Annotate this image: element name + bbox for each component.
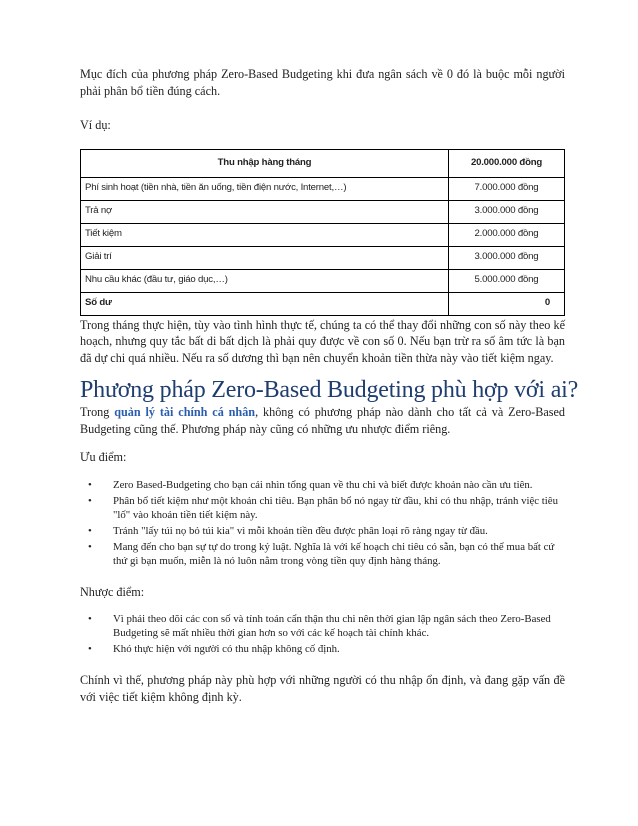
- cons-list: [80, 612, 565, 656]
- document-page: [80, 66, 579, 705]
- personal-finance-link[interactable]: quản lý tài chính cá nhân: [114, 405, 256, 419]
- bullet-icon: •: [88, 613, 92, 625]
- example-label: Ví dụ:: [80, 118, 111, 132]
- row-amount-cell: 3.000.000 đồng: [449, 246, 565, 269]
- conclusion-paragraph: Chính vì thế, phương pháp này phù hợp với những người có thu nhập ổn định, và đang gặp vấn đề với việc tiết kiệm không định kỳ.: [80, 673, 565, 704]
- table-header-row: [81, 149, 565, 177]
- who-text-after: , không có phương pháp nào dành cho tất cả và Zero-Based Budgeting cũng thế. Phương pháp này cũng có những ưu nhược điểm riêng.: [80, 405, 566, 436]
- section-heading: Phương pháp Zero-Based Budgeting phù hợp với ai?: [80, 377, 579, 403]
- list-item-text: Tránh "lấy túi nọ bỏ túi kia" vì mỗi khoản tiền đều được phân loại rõ ràng ngay từ đầu.: [113, 524, 488, 537]
- pros-list: [80, 478, 565, 568]
- row-amount-cell: 7.000.000 đồng: [449, 177, 565, 200]
- table-total-row: [81, 292, 565, 315]
- list-item-text: Vì phải theo dõi các con số và tính toán cẩn thận thu chi nên thời gian lập ngân sách theo Zero-Based Budgeting sẽ mất nhiều thời gian hơn so với các kế hoạch tài chính khác.: [113, 613, 551, 639]
- row-amount-cell: 2.000.000 đồng: [449, 223, 565, 246]
- row-label-cell: Trả nợ: [81, 200, 449, 223]
- bullet-icon: •: [88, 494, 92, 507]
- budget-table: [80, 149, 565, 316]
- cons-label: Nhược điểm:: [80, 584, 145, 599]
- list-item: [80, 612, 565, 640]
- list-item: [80, 540, 565, 568]
- who-text-before: Trong: [80, 405, 115, 419]
- row-amount-cell: 3.000.000 đồng: [449, 200, 565, 223]
- bullet-icon: •: [88, 540, 92, 553]
- row-label-cell: Giải trí: [81, 246, 449, 269]
- row-label-cell: Nhu cầu khác (đầu tư, giáo dục,…): [81, 269, 449, 292]
- income-amount-cell: 20.000.000 đồng: [449, 149, 565, 177]
- bullet-icon: •: [88, 643, 92, 655]
- list-item-text: Mang đến cho bạn sự tự do trong kỷ luật. Nghĩa là với kế hoạch chi tiêu có sẵn, bạn có thể mua bất cứ thứ gì bạn muốn, miễn là nó luôn nằm trong vòng tiền quy định hàng tháng.: [113, 540, 555, 567]
- table-row: [81, 200, 565, 223]
- row-label-cell: Tiết kiệm: [81, 223, 449, 246]
- intro-paragraph: Mục đích của phương pháp Zero-Based Budgeting khi đưa ngân sách về 0 đó là buộc mỗi người phải phân bổ tiền đúng cách.: [80, 67, 565, 98]
- list-item-text: Khó thực hiện với người có thu nhập không cố định.: [113, 643, 340, 655]
- pros-label: Ưu điểm:: [80, 450, 127, 464]
- row-label-cell: Phí sinh hoạt (tiền nhà, tiền ăn uống, tiền điện nước, Internet,…): [81, 177, 449, 200]
- table-row: [81, 269, 565, 292]
- bullet-icon: •: [88, 478, 92, 491]
- total-label-cell: Số dư: [81, 292, 449, 315]
- list-item: [80, 494, 565, 522]
- list-item-text: Zero Based-Budgeting cho bạn cái nhìn tổng quan về thu chi và biết được khoản nào cần ưu tiên.: [113, 478, 533, 491]
- list-item: [80, 642, 565, 656]
- table-row: [81, 223, 565, 246]
- who-paragraph: [80, 404, 565, 437]
- income-label-cell: Thu nhập hàng tháng: [81, 149, 449, 177]
- bullet-icon: •: [88, 524, 92, 537]
- row-amount-cell: 5.000.000 đồng: [449, 269, 565, 292]
- list-item: [80, 478, 565, 492]
- table-row: [81, 246, 565, 269]
- list-item: [80, 524, 565, 538]
- total-amount-cell: 0: [449, 292, 565, 315]
- after-table-paragraph: Trong tháng thực hiện, tùy vào tình hình thực tế, chúng ta có thể thay đổi những con số này theo kế hoạch, nhưng quy tắc bất di bất dịch là phải quy được về con số 0. Nếu bạn trừ ra số âm tức là bạn đã dự chi quá nhiều. Nếu ra số dương thì bạn nên chuyển khoản tiền thừa này vào tiết kiệm ngay.: [80, 317, 565, 365]
- table-row: [81, 177, 565, 200]
- list-item-text: Phân bổ tiết kiệm như một khoản chi tiêu. Bạn phân bổ nó ngay từ đầu, khi có thu nhập, tránh việc tiêu "lố" vào khoản tiền tiết kiệm này.: [113, 494, 558, 521]
